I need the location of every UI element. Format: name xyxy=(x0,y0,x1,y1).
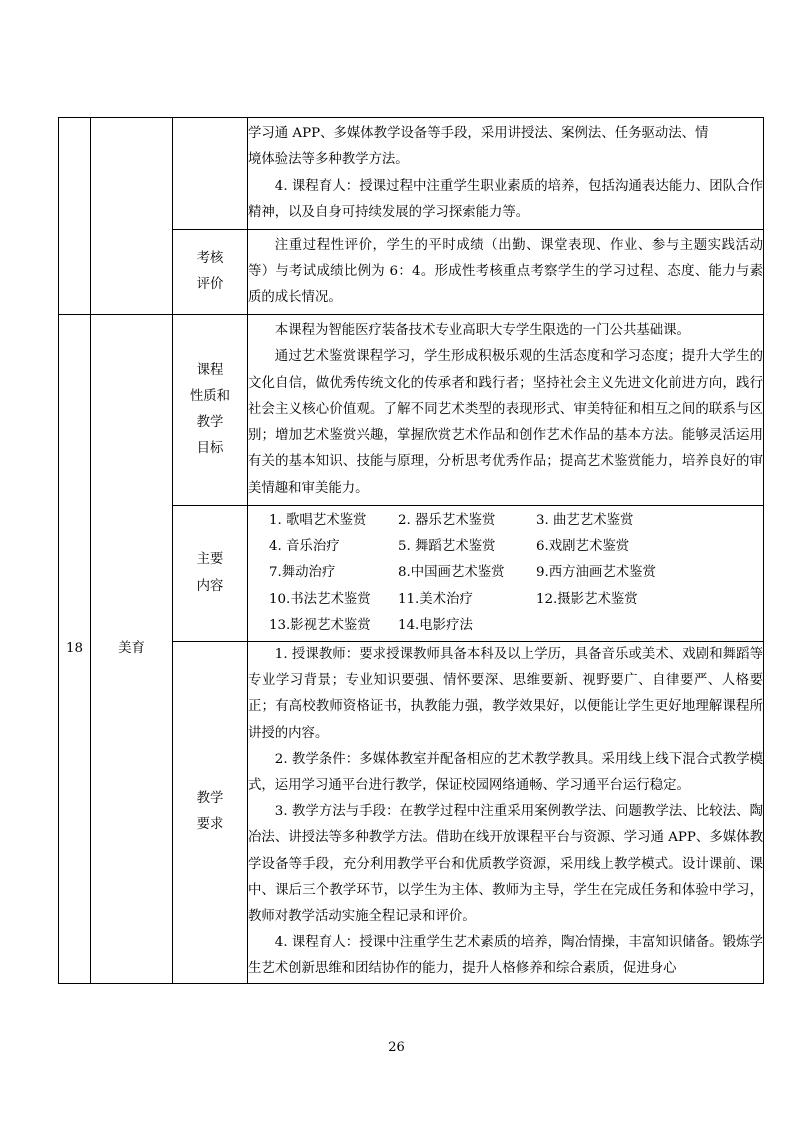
teaching-requirements-label xyxy=(173,642,248,984)
requirement-paragraph-4: 4. 课程育人：授课中注重学生艺术素质的培养，陶冶情操，丰富知识储备。锻炼学生艺术创新思维和团结协作的能力，提升人格修养和综合素质，促进身心 xyxy=(248,935,763,977)
label-line: 主要 xyxy=(196,552,224,568)
main-content-list xyxy=(248,506,764,642)
table-row xyxy=(59,118,764,230)
label-line: 目标 xyxy=(196,441,224,457)
label-line: 教学 xyxy=(196,791,224,807)
content-row xyxy=(248,508,763,534)
content-item: 1. 歌唱艺术鉴赏 xyxy=(269,512,367,528)
label-line: 课程 xyxy=(196,362,224,378)
requirement-paragraph-2: 2. 教学条件：多媒体教室并配备相应的艺术教学教具。采用线上线下混合式教学模式，运用学习通平台进行教学，保证校园网络通畅、学习通平台运行稳定。 xyxy=(248,751,763,794)
content-row xyxy=(248,560,763,586)
content-item: 12.摄影艺术鉴赏 xyxy=(536,591,638,607)
content-item: 8.中国画艺术鉴赏 xyxy=(398,565,505,581)
label-line: 内容 xyxy=(196,578,224,594)
content-row xyxy=(248,613,763,639)
assessment-text: 注重过程性评价，学生的平时成绩（出勤、课堂表现、作业、参与主题实践活动等）与考试成绩比例为 6：4。形成性考核重点考察学生的学习过程、态度、能力与素质的成长情况。 xyxy=(248,237,763,306)
content-item: 4. 音乐治疗 xyxy=(269,539,340,555)
moral-education-text: 4. 课程育人：授课过程中注重学生职业素质的培养，包括沟通表达能力、团队合作精神，以及自身可持续发展的学习探索能力等。 xyxy=(248,178,763,220)
main-content-label xyxy=(173,506,248,642)
content-item: 2. 器乐艺术鉴赏 xyxy=(398,512,496,528)
method-line-2: 境体验法等多种教学方法。 xyxy=(248,152,409,168)
row-label-prev xyxy=(173,118,248,230)
course-name-cell-prev xyxy=(91,118,173,315)
assessment-label-line: 考核 xyxy=(196,250,224,266)
nature-objectives-label xyxy=(173,315,248,506)
label-line: 要求 xyxy=(196,817,224,833)
teaching-requirements-cont xyxy=(248,118,764,230)
requirement-paragraph-3: 3. 教学方法与手段：在教学过程中注重采用案例教学法、问题教学法、比较法、陶冶法、讲授法等多种教学方法。借助在线开放课程平台与资源、学习通 APP、多媒体教学设备等手段，充分利用教学平台和优质教学资源，采用线上教学模式。设计课前、课中、课后三个教学环节，以学生为主体、教师为主导，学生在完成任务和体验中学习，教师对教学活动实施全程记录和评价。 xyxy=(248,804,763,925)
content-row xyxy=(248,587,763,613)
content-item: 5. 舞蹈艺术鉴赏 xyxy=(398,539,496,555)
requirement-paragraph-1: 1. 授课教师：要求授课教师具备本科及以上学历，具备音乐或美术、戏剧和舞蹈等专业学习背景；专业知识要强、情怀要深、思维要新、视野要广、自律要严、人格要正；有高校教师资格证书，执教能力强，教学效果好，以便能让学生更好地理解课程所讲授的内容。 xyxy=(248,647,763,741)
method-line-1: 学习通 APP、多媒体教学设备等手段，采用讲授法、案例法、任务驱动法、情 xyxy=(248,126,709,142)
content-item: 3. 曲艺艺术鉴赏 xyxy=(536,512,634,528)
nature-objectives-text xyxy=(248,315,764,506)
content-item: 10.书法艺术鉴赏 xyxy=(269,591,371,607)
course-number: 18 xyxy=(59,315,91,984)
table-row xyxy=(59,315,764,506)
assessment-label xyxy=(173,230,248,315)
teaching-requirements-text xyxy=(248,642,764,984)
course-number-cell-prev xyxy=(59,118,91,315)
page-number: 26 xyxy=(388,1040,405,1055)
nature-paragraph-1: 本课程为智能医疗装备技术专业高职大专学生限选的一门公共基础课。 xyxy=(274,323,690,339)
content-item: 11.美术治疗 xyxy=(398,591,473,607)
course-table xyxy=(58,117,764,984)
assessment-text-cell xyxy=(248,230,764,315)
course-name: 美育 xyxy=(91,315,173,984)
label-line: 性质和 xyxy=(189,388,231,404)
label-line: 教学 xyxy=(196,415,224,430)
content-item: 6.戏剧艺术鉴赏 xyxy=(536,539,630,555)
assessment-label-line: 评价 xyxy=(196,277,224,292)
content-item: 14.电影疗法 xyxy=(398,617,473,633)
content-item: 9.西方油画艺术鉴赏 xyxy=(536,565,656,581)
content-item: 13.影视艺术鉴赏 xyxy=(269,617,371,633)
content-item: 7.舞动治疗 xyxy=(269,565,336,581)
content-row xyxy=(248,534,763,560)
nature-paragraph-2: 通过艺术鉴赏课程学习，学生形成积极乐观的生活态度和学习态度；提升大学生的文化自信，做优秀传统文化的传承者和践行者；坚持社会主义先进文化前进方向，践行社会主义核心价值观。了解不同艺术类型的表现形式、审美特征和相互之间的联系与区别；增加艺术鉴赏兴趣，掌握欣赏艺术作品和创作艺术作品的基本方法。能够灵活运用有关的基本知识、技能与原理，分析思考优秀作品；提高艺术鉴赏能力，培养良好的审美情趣和审美能力。 xyxy=(248,349,763,496)
